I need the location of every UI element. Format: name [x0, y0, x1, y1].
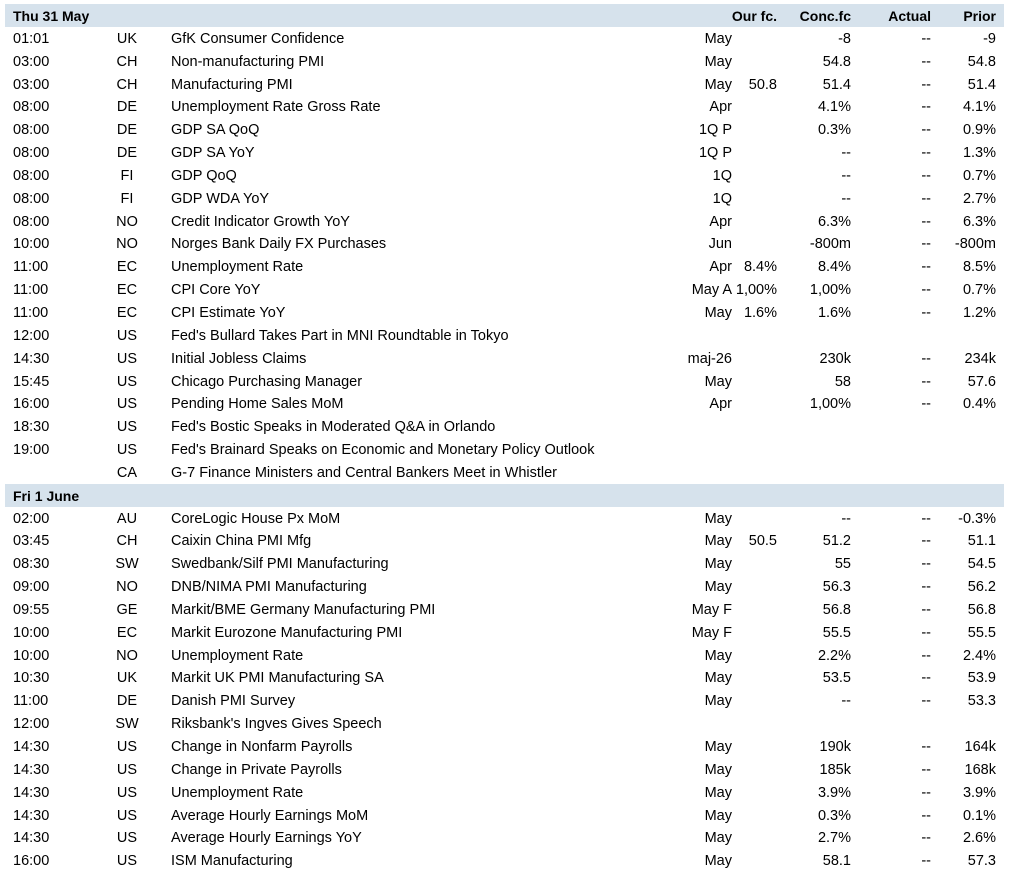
table-row [5, 392, 1004, 415]
cell-period: Apr [709, 213, 732, 230]
economic-calendar [5, 4, 1004, 872]
cell-time: 10:30 [13, 670, 50, 687]
cell-actual: -- [921, 190, 931, 207]
cell-prior: 55.5 [967, 624, 996, 641]
cell-event: ISM Manufacturing [171, 853, 293, 870]
cell-event: Unemployment Rate Gross Rate [171, 99, 381, 116]
cell-time: 03:00 [13, 53, 50, 70]
cell-event: Unemployment Rate [171, 647, 304, 664]
cell-country: NO [116, 579, 138, 596]
cell-event: GfK Consumer Confidence [171, 30, 345, 47]
table-row [5, 826, 1004, 849]
cell-actual: -- [921, 122, 931, 139]
cell-actual: -- [921, 556, 931, 573]
cell-our-forecast: 1.6% [743, 304, 777, 321]
cell-our-forecast: 1,00% [735, 282, 777, 299]
cell-country: NO [116, 213, 138, 230]
cell-consensus-forecast: 55 [834, 556, 851, 573]
cell-time: 16:00 [13, 396, 50, 413]
cell-prior: 8.5% [962, 259, 996, 276]
cell-country: US [116, 442, 138, 459]
cell-prior: -0.3% [958, 510, 996, 527]
table-row [5, 232, 1004, 255]
cell-consensus-forecast: 1.6% [817, 304, 851, 321]
cell-country: DE [116, 99, 138, 116]
cell-country: CH [116, 76, 138, 93]
cell-actual: -- [921, 30, 931, 47]
cell-event: Danish PMI Survey [171, 693, 296, 710]
cell-prior: 54.5 [967, 556, 996, 573]
column-header-consensus-forecast: Conc.fc [799, 8, 851, 24]
cell-country: SW [115, 556, 139, 573]
cell-event: GDP SA QoQ [171, 122, 260, 139]
cell-period: May [704, 853, 732, 870]
cell-country: FI [120, 190, 134, 207]
cell-country: US [116, 396, 138, 413]
cell-country: DE [116, 693, 138, 710]
table-row [5, 118, 1004, 141]
cell-prior: 56.2 [967, 579, 996, 596]
cell-actual: -- [921, 510, 931, 527]
cell-event: GDP QoQ [171, 167, 237, 184]
cell-consensus-forecast: 51.2 [822, 533, 851, 550]
cell-country: EC [116, 282, 138, 299]
cell-prior: -800m [954, 236, 996, 253]
table-row [5, 187, 1004, 210]
cell-time: 01:01 [13, 30, 50, 47]
cell-actual: -- [921, 739, 931, 755]
cell-time: 08:00 [13, 190, 50, 207]
cell-time: 12:00 [13, 327, 50, 344]
cell-time: 09:55 [13, 601, 50, 618]
cell-event: Unemployment Rate [171, 259, 304, 276]
cell-country: US [116, 830, 138, 847]
table-row [5, 141, 1004, 164]
cell-prior: 53.3 [967, 693, 996, 710]
cell-prior: 57.6 [967, 373, 996, 390]
table-row [5, 461, 1004, 484]
table-row [5, 781, 1004, 804]
table-row [5, 95, 1004, 118]
cell-period: May [704, 830, 732, 847]
cell-actual: -- [921, 213, 931, 230]
cell-prior: 0.7% [962, 167, 996, 184]
cell-consensus-forecast: 190k [819, 739, 851, 755]
cell-consensus-forecast: -- [841, 190, 851, 207]
cell-prior: 234k [964, 350, 996, 367]
cell-country: NO [116, 236, 138, 253]
cell-actual: -- [921, 579, 931, 596]
cell-time: 14:30 [13, 784, 50, 801]
cell-prior: 2.7% [962, 190, 996, 207]
cell-time: 11:00 [13, 693, 49, 710]
cell-consensus-forecast: 2.7% [817, 830, 851, 847]
cell-prior: 57.3 [967, 853, 996, 870]
cell-prior: 168k [964, 761, 996, 778]
cell-time: 03:00 [13, 76, 50, 93]
cell-time: 16:00 [13, 853, 50, 870]
cell-time: 10:00 [13, 624, 50, 641]
cell-event: Unemployment Rate [171, 784, 304, 801]
cell-consensus-forecast: 58 [834, 373, 851, 390]
cell-event: Average Hourly Earnings MoM [171, 807, 369, 824]
cell-prior: 56.8 [967, 601, 996, 618]
cell-event: Non-manufacturing PMI [171, 53, 325, 70]
cell-time: 11:00 [13, 259, 49, 276]
cell-period: May [704, 670, 732, 687]
cell-period: May [704, 556, 732, 573]
cell-actual: -- [921, 396, 931, 413]
cell-period: 1Q [712, 167, 732, 184]
cell-our-forecast: 50.5 [748, 533, 777, 550]
cell-consensus-forecast: 2.2% [817, 647, 851, 664]
cell-consensus-forecast: 0.3% [817, 122, 851, 139]
cell-period: May [704, 533, 732, 550]
cell-consensus-forecast: 53.5 [822, 670, 851, 687]
cell-country: AU [116, 510, 138, 527]
cell-actual: -- [921, 601, 931, 618]
cell-consensus-forecast: 51.4 [822, 76, 851, 93]
cell-time: 08:00 [13, 167, 50, 184]
cell-country: DE [116, 122, 138, 139]
cell-prior: 1.2% [962, 304, 996, 321]
cell-our-forecast: 50.8 [748, 76, 777, 93]
cell-consensus-forecast: 0.3% [817, 807, 851, 824]
cell-prior: 3.9% [962, 784, 996, 801]
cell-country: SW [115, 716, 139, 733]
cell-country: GE [116, 601, 138, 618]
cell-period: Apr [709, 259, 732, 276]
cell-country: US [116, 350, 138, 367]
cell-event: DNB/NIMA PMI Manufacturing [171, 579, 367, 596]
cell-time: 12:00 [13, 716, 50, 733]
cell-period: maj-26 [687, 350, 732, 367]
cell-consensus-forecast: -8 [838, 30, 851, 47]
cell-time: 08:00 [13, 122, 50, 139]
column-header-prior: Prior [963, 8, 996, 24]
cell-actual: -- [921, 533, 931, 550]
cell-period: May F [691, 601, 732, 618]
cell-prior: 164k [964, 739, 996, 755]
cell-country: US [116, 807, 138, 824]
cell-country: US [116, 761, 138, 778]
column-header-our-forecast: Our fc. [731, 8, 777, 24]
cell-prior: 6.3% [962, 213, 996, 230]
cell-period: May A [691, 282, 732, 299]
cell-prior: 54.8 [967, 53, 996, 70]
cell-period: May [704, 647, 732, 664]
cell-our-forecast: 8.4% [743, 259, 777, 276]
cell-country: EC [116, 624, 138, 641]
cell-actual: -- [921, 784, 931, 801]
cell-time: 10:00 [13, 647, 50, 664]
cell-period: May [704, 761, 732, 778]
table-row [5, 644, 1004, 667]
day-header [5, 484, 1004, 507]
cell-period: 1Q [712, 190, 732, 207]
cell-consensus-forecast: 58.1 [822, 853, 851, 870]
table-row [5, 758, 1004, 781]
cell-time: 11:00 [13, 282, 49, 299]
cell-event: Change in Private Payrolls [171, 761, 342, 778]
cell-country: US [116, 784, 138, 801]
table-row [5, 552, 1004, 575]
cell-event: Pending Home Sales MoM [171, 396, 344, 413]
table-row [5, 621, 1004, 644]
table-row [5, 324, 1004, 347]
cell-actual: -- [921, 624, 931, 641]
table-row [5, 529, 1004, 552]
cell-event: G-7 Finance Ministers and Central Bankers Meet in Whistler [171, 464, 558, 481]
cell-actual: -- [921, 373, 931, 390]
cell-country: UK [116, 670, 138, 687]
cell-period: May [704, 53, 732, 70]
cell-event: Markit/BME Germany Manufacturing PMI [171, 601, 436, 618]
table-row [5, 689, 1004, 712]
cell-event: GDP WDA YoY [171, 190, 270, 207]
cell-event: Chicago Purchasing Manager [171, 373, 363, 390]
cell-prior: 2.6% [962, 830, 996, 847]
cell-time: 18:30 [13, 419, 50, 436]
cell-actual: -- [921, 807, 931, 824]
table-row [5, 415, 1004, 438]
cell-event: Manufacturing PMI [171, 76, 293, 93]
cell-period: May [704, 510, 732, 527]
cell-time: 14:30 [13, 830, 50, 847]
cell-prior: 51.1 [967, 533, 996, 550]
cell-period: Apr [709, 396, 732, 413]
cell-country: EC [116, 304, 138, 321]
cell-period: May [704, 693, 732, 710]
table-row [5, 50, 1004, 73]
table-row [5, 164, 1004, 187]
cell-time: 11:00 [13, 304, 49, 321]
cell-period: May [704, 784, 732, 801]
day-title: Thu 31 May [13, 8, 90, 24]
cell-country: US [116, 739, 138, 755]
cell-period: May [704, 739, 732, 755]
cell-time: 14:30 [13, 761, 50, 778]
cell-actual: -- [921, 167, 931, 184]
cell-time: 14:30 [13, 739, 50, 755]
cell-country: NO [116, 647, 138, 664]
cell-consensus-forecast: 1,00% [809, 396, 851, 413]
cell-event: Change in Nonfarm Payrolls [171, 739, 353, 755]
table-row [5, 255, 1004, 278]
cell-country: EC [116, 259, 138, 276]
cell-time: 08:00 [13, 213, 50, 230]
table-row [5, 73, 1004, 96]
table-row [5, 278, 1004, 301]
cell-time: 09:00 [13, 579, 50, 596]
cell-prior: 2.4% [962, 647, 996, 664]
cell-period: May [704, 807, 732, 824]
cell-time: 03:45 [13, 533, 50, 550]
cell-period: 1Q P [698, 122, 732, 139]
cell-event: Average Hourly Earnings YoY [171, 830, 362, 847]
cell-time: 10:00 [13, 236, 50, 253]
cell-country: US [116, 419, 138, 436]
cell-time: 19:00 [13, 442, 50, 459]
cell-period: May [704, 579, 732, 596]
cell-actual: -- [921, 99, 931, 116]
cell-period: May [704, 304, 732, 321]
cell-event: CPI Estimate YoY [171, 304, 286, 321]
cell-consensus-forecast: -- [841, 167, 851, 184]
cell-actual: -- [921, 670, 931, 687]
cell-country: DE [116, 145, 138, 162]
cell-event: Credit Indicator Growth YoY [171, 213, 350, 230]
cell-prior: 0.7% [962, 282, 996, 299]
cell-consensus-forecast: 185k [819, 761, 851, 778]
cell-country: US [116, 853, 138, 870]
cell-country: US [116, 373, 138, 390]
cell-event: Norges Bank Daily FX Purchases [171, 236, 387, 253]
cell-actual: -- [921, 350, 931, 367]
cell-consensus-forecast: 54.8 [822, 53, 851, 70]
cell-event: Fed's Bostic Speaks in Moderated Q&A in Orlando [171, 419, 496, 436]
cell-time: 02:00 [13, 510, 50, 527]
cell-event: CoreLogic House Px MoM [171, 510, 341, 527]
cell-prior: 0.4% [962, 396, 996, 413]
table-row [5, 27, 1004, 50]
table-row [5, 347, 1004, 370]
cell-period: Jun [708, 236, 732, 253]
cell-period: May F [691, 624, 732, 641]
cell-time: 14:30 [13, 807, 50, 824]
table-row [5, 804, 1004, 827]
cell-actual: -- [921, 145, 931, 162]
cell-event: Initial Jobless Claims [171, 350, 307, 367]
cell-time: 15:45 [13, 373, 50, 390]
cell-actual: -- [921, 304, 931, 321]
cell-actual: -- [921, 282, 931, 299]
cell-event: Fed's Bullard Takes Part in MNI Roundtable in Tokyo [171, 327, 509, 344]
cell-consensus-forecast: 6.3% [817, 213, 851, 230]
cell-actual: -- [921, 853, 931, 870]
table-row [5, 210, 1004, 233]
cell-actual: -- [921, 236, 931, 253]
table-row [5, 438, 1004, 461]
cell-actual: -- [921, 259, 931, 276]
table-row [5, 575, 1004, 598]
table-row [5, 849, 1004, 872]
cell-event: Swedbank/Silf PMI Manufacturing [171, 556, 389, 573]
cell-prior: 51.4 [967, 76, 996, 93]
cell-period: 1Q P [698, 145, 732, 162]
cell-consensus-forecast: -- [841, 693, 851, 710]
cell-consensus-forecast: 55.5 [822, 624, 851, 641]
cell-consensus-forecast: 56.3 [822, 579, 851, 596]
cell-prior: 0.1% [962, 807, 996, 824]
cell-consensus-forecast: -- [841, 510, 851, 527]
cell-prior: 4.1% [962, 99, 996, 116]
cell-consensus-forecast: 8.4% [817, 259, 851, 276]
cell-period: Apr [709, 99, 732, 116]
cell-country: FI [120, 167, 134, 184]
cell-prior: -9 [983, 30, 996, 47]
table-row [5, 666, 1004, 689]
cell-actual: -- [921, 830, 931, 847]
day-header [5, 4, 1004, 27]
table-row [5, 598, 1004, 621]
cell-consensus-forecast: 56.8 [822, 601, 851, 618]
cell-actual: -- [921, 53, 931, 70]
table-row [5, 735, 1004, 758]
cell-event: CPI Core YoY [171, 282, 261, 299]
cell-consensus-forecast: 1,00% [809, 282, 851, 299]
cell-time: 14:30 [13, 350, 50, 367]
cell-consensus-forecast: 4.1% [817, 99, 851, 116]
cell-prior: 1.3% [962, 145, 996, 162]
cell-time: 08:30 [13, 556, 50, 573]
cell-event: Riksbank's Ingves Gives Speech [171, 716, 382, 733]
table-row [5, 507, 1004, 530]
cell-actual: -- [921, 647, 931, 664]
cell-prior: 53.9 [967, 670, 996, 687]
cell-actual: -- [921, 76, 931, 93]
cell-event: Markit UK PMI Manufacturing SA [171, 670, 384, 687]
cell-consensus-forecast: -800m [809, 236, 851, 253]
cell-time: 08:00 [13, 145, 50, 162]
cell-period: May [704, 76, 732, 93]
day-title: Fri 1 June [13, 487, 80, 504]
cell-consensus-forecast: 230k [819, 350, 851, 367]
cell-prior: 0.9% [962, 122, 996, 139]
cell-country: CA [116, 464, 138, 481]
cell-period: May [704, 373, 732, 390]
cell-event: Fed's Brainard Speaks on Economic and Monetary Policy Outlook [171, 442, 595, 459]
table-row [5, 712, 1004, 735]
table-row [5, 370, 1004, 393]
cell-actual: -- [921, 761, 931, 778]
column-header-actual: Actual [888, 8, 931, 24]
cell-country: US [116, 327, 138, 344]
cell-event: GDP SA YoY [171, 145, 255, 162]
cell-event: Markit Eurozone Manufacturing PMI [171, 624, 403, 641]
cell-country: CH [116, 533, 138, 550]
cell-event: Caixin China PMI Mfg [171, 533, 312, 550]
cell-consensus-forecast: 3.9% [817, 784, 851, 801]
cell-period: May [704, 30, 732, 47]
cell-consensus-forecast: -- [841, 145, 851, 162]
cell-country: CH [116, 53, 138, 70]
cell-country: UK [116, 30, 138, 47]
table-row [5, 301, 1004, 324]
cell-actual: -- [921, 693, 931, 710]
cell-time: 08:00 [13, 99, 50, 116]
